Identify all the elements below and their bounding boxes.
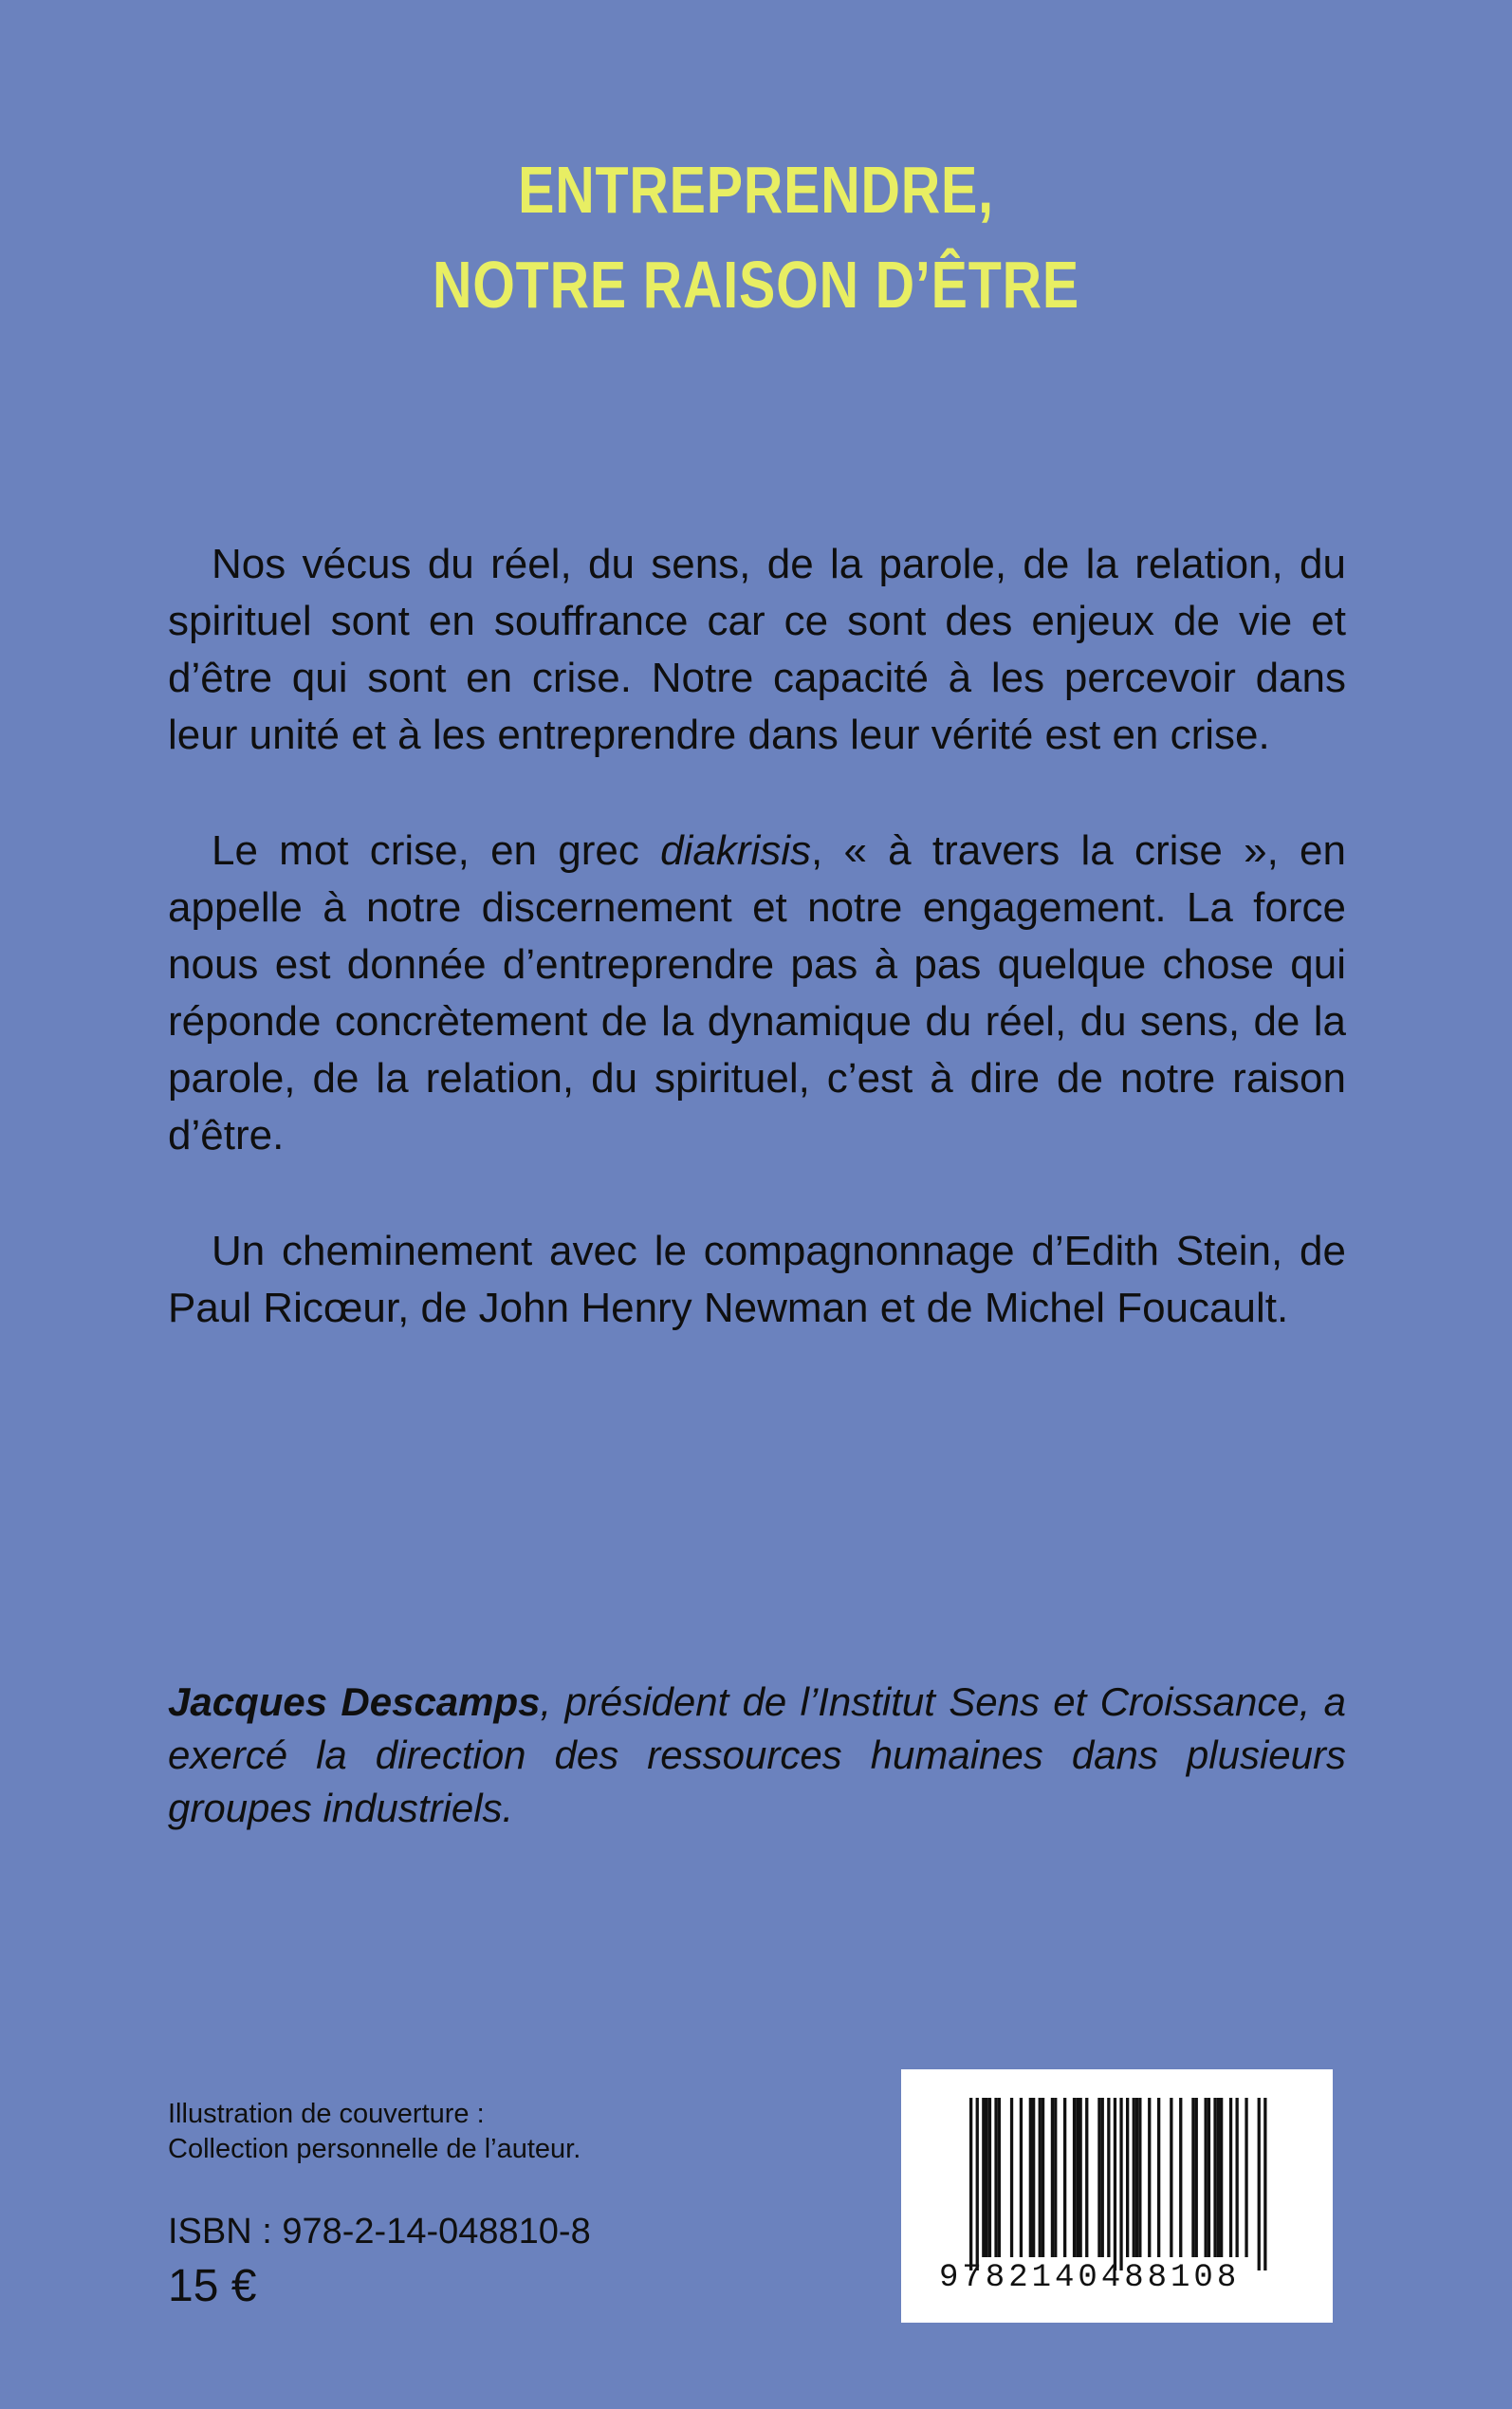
- barcode-bar: [1107, 2098, 1110, 2257]
- barcode-bar: [1236, 2098, 1239, 2257]
- barcode-bar: [1010, 2098, 1013, 2257]
- barcode-bar: [1213, 2098, 1216, 2257]
- barcode-bar: [1101, 2098, 1104, 2257]
- barcode-bar: [1097, 2098, 1100, 2257]
- author-bio: [168, 1676, 1346, 1835]
- barcode-bar: [1029, 2098, 1032, 2257]
- barcode-bar: [1076, 2098, 1079, 2257]
- barcode-bar: [1217, 2098, 1220, 2257]
- blurb-p2-start: Le mot crise, en grec: [212, 827, 661, 874]
- cover-credits: [168, 2097, 581, 2167]
- barcode-bar: [1258, 2098, 1261, 2270]
- blurb: [168, 536, 1346, 1396]
- barcode-bar: [1039, 2098, 1042, 2257]
- barcode-bar: [1195, 2098, 1198, 2257]
- barcode-bar: [1054, 2098, 1057, 2257]
- barcode-bar: [1148, 2098, 1151, 2257]
- barcode-bar: [1245, 2098, 1247, 2257]
- barcode-bar: [1157, 2098, 1160, 2257]
- barcode-bar: [1119, 2098, 1122, 2270]
- barcode-bar: [1229, 2098, 1232, 2257]
- barcode-bar: [1032, 2098, 1035, 2257]
- blurb-paragraph-2: [168, 823, 1346, 1164]
- barcode-bar: [1263, 2098, 1266, 2270]
- title-line-2: NOTRE RAISON D’ÊTRE: [432, 248, 1080, 322]
- isbn: ISBN : 978-2-14-048810-8: [168, 2212, 591, 2251]
- blurb-paragraph-3: Un cheminement avec le compagnonnage d’Edith Stein, de Paul Ricœur, de John Henry Newman et de Michel Foucault.: [168, 1228, 1346, 1331]
- title-line-1: ENTREPRENDRE,: [518, 153, 994, 227]
- barcode-bar: [1063, 2098, 1066, 2257]
- barcode: [901, 2069, 1333, 2323]
- book-title: [136, 142, 1375, 332]
- barcode-bar: [994, 2098, 997, 2257]
- barcode-bar: [1073, 2098, 1076, 2257]
- barcode-bar: [1114, 2098, 1116, 2270]
- author-bio-text: , président de l’Institut Sens et Croissance, a exercé la direction des ressources humaines dans plusieurs groupes industriels.: [168, 1679, 1346, 1830]
- blurb-paragraph-1: Nos vécus du réel, du sens, de la parole, de la relation, du spirituel sont en souffrance car ce sont des enjeux de vie et d’être qui sont en crise. Notre capacité à les percevoir dans leur unité et à les entreprendre dans leur vérité est en crise.: [168, 541, 1346, 758]
- barcode-bar: [1191, 2098, 1194, 2257]
- barcode-bar: [969, 2098, 972, 2270]
- barcode-bar: [1085, 2098, 1088, 2257]
- barcode-bar: [1042, 2098, 1044, 2257]
- barcode-bar: [982, 2098, 985, 2257]
- price: 15 €: [168, 2261, 257, 2311]
- barcode-bar: [1126, 2098, 1129, 2257]
- barcode-bar: [1138, 2098, 1141, 2257]
- greek-term: diakrisis: [660, 827, 811, 874]
- barcode-bar: [1205, 2098, 1208, 2257]
- barcode-bar: [1170, 2098, 1172, 2257]
- barcode-bar: [1020, 2098, 1023, 2257]
- barcode-bar: [1135, 2098, 1138, 2257]
- credits-line-1: Illustration de couverture :: [168, 2099, 485, 2129]
- barcode-bar: [1133, 2098, 1135, 2257]
- barcode-bar: [1179, 2098, 1182, 2257]
- barcode-digits: 9782140488108: [939, 2260, 1241, 2296]
- blurb-p2-end: , « à travers la crise », en appelle à notre discernement et notre engagement. La force nous est donnée d’entreprendre pas à pas quelque chose qui réponde concrètement de la dynamique du réel, du sens, de la parole, de la relation, du spirituel, c’est à dire de notre raison d’être.: [168, 827, 1346, 1158]
- author-name: Jacques Descamps: [168, 1679, 541, 1724]
- barcode-bar: [988, 2098, 991, 2257]
- barcode-bar: [1220, 2098, 1223, 2257]
- barcode-bar: [1051, 2098, 1054, 2257]
- barcode-bar: [1079, 2098, 1082, 2257]
- barcode-bar: [986, 2098, 988, 2257]
- barcode-bar: [1208, 2098, 1210, 2257]
- barcode-bar: [998, 2098, 1001, 2257]
- credits-line-2: Collection personnelle de l’auteur.: [168, 2134, 581, 2164]
- barcode-bar: [976, 2098, 979, 2270]
